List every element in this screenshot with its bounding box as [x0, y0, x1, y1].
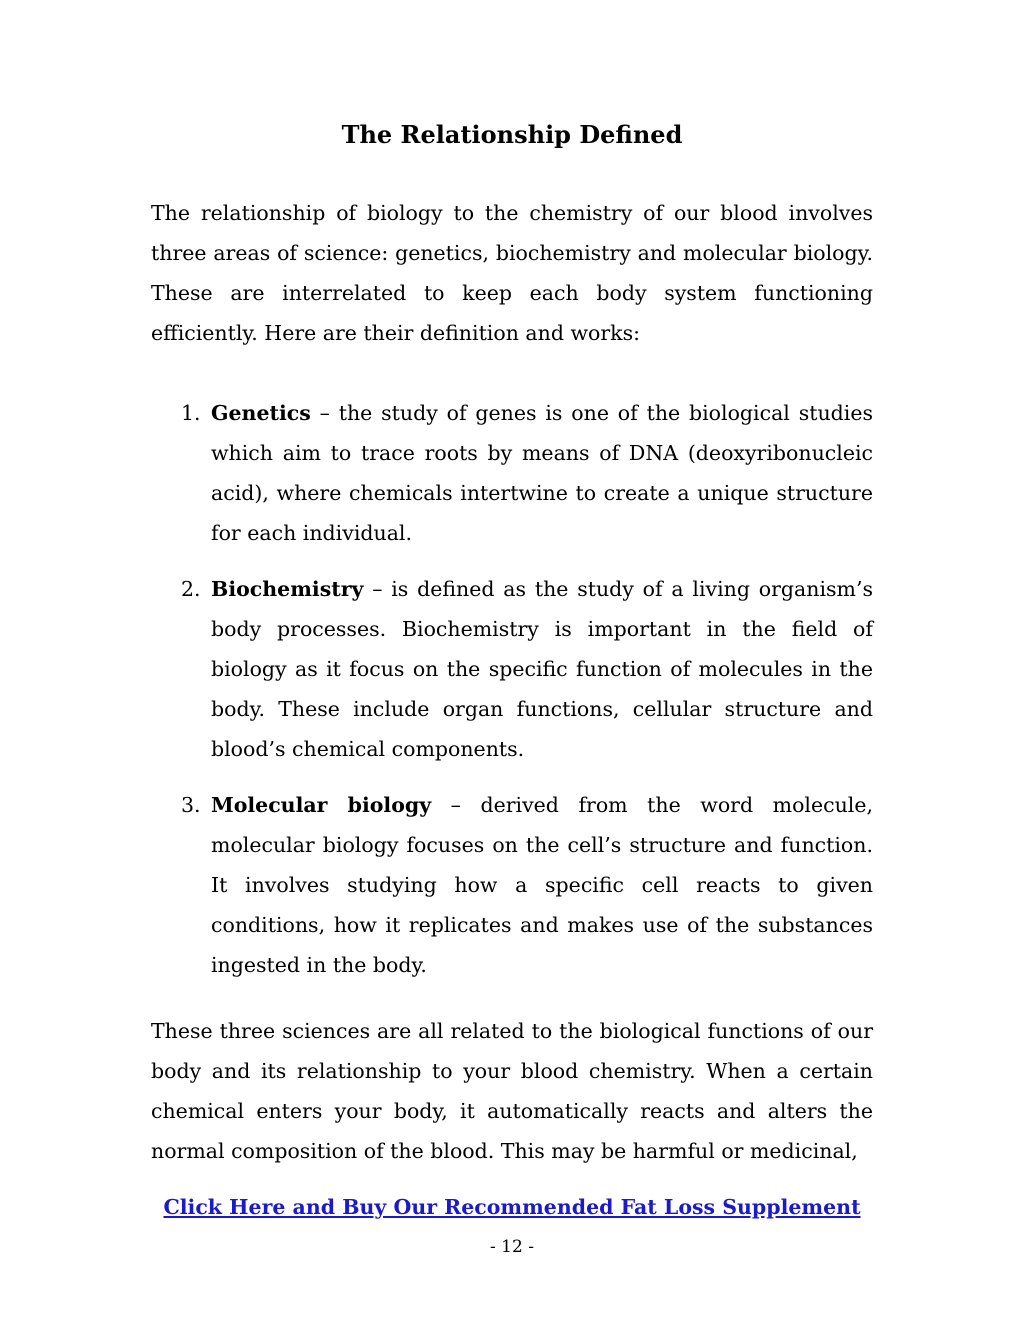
page-title: The Relationship Defined	[341, 120, 683, 149]
list-item	[151, 569, 873, 769]
list-item-text: – is defined as the study of a living organism’s body processes. Biochemistry is important in the field of biology as it focus on the specific function of molecules in the body. These include organ functions, cellular structure and blood’s chemical components.	[211, 577, 873, 761]
list-item-text: – derived from the word molecule, molecular biology focuses on the cell’s structure and function. It involves studying how a specific cell reacts to given conditions, how it replicates and makes use of the substances ingested in the body.	[211, 793, 873, 977]
list-item-term: Genetics	[211, 401, 311, 425]
supplement-promo-link[interactable]: Click Here and Buy Our Recommended Fat Loss Supplement	[163, 1195, 861, 1219]
list-item-body	[211, 785, 873, 985]
list-item	[151, 393, 873, 553]
list-item-term: Biochemistry	[211, 577, 364, 601]
list-item-term: Molecular biology	[211, 793, 432, 817]
list-item	[151, 785, 873, 985]
intro-paragraph: The relationship of biology to the chemistry of our blood involves three areas of science: genetics, biochemistry and molecular biology. These are interrelated to keep each body system functioning efficiently. Here are their definition and works:	[151, 201, 873, 345]
list-item-body	[211, 393, 873, 553]
list-item-number: 2.	[181, 577, 201, 601]
list-item-body	[211, 569, 873, 769]
list-item-number: 1.	[181, 401, 201, 425]
list-item-text: – the study of genes is one of the biological studies which aim to trace roots by means of DNA (deoxyribonucleic acid), where chemicals intertwine to create a unique structure for each individual.	[211, 401, 873, 545]
closing-paragraph: These three sciences are all related to the biological functions of our body and its relationship to your blood chemistry. When a certain chemical enters your body, it automatically reacts and alters the normal composition of the blood. This may be harmful or medicinal,	[151, 1019, 873, 1163]
list-item-number: 3.	[181, 793, 201, 817]
page-number: - 12 -	[490, 1237, 534, 1257]
